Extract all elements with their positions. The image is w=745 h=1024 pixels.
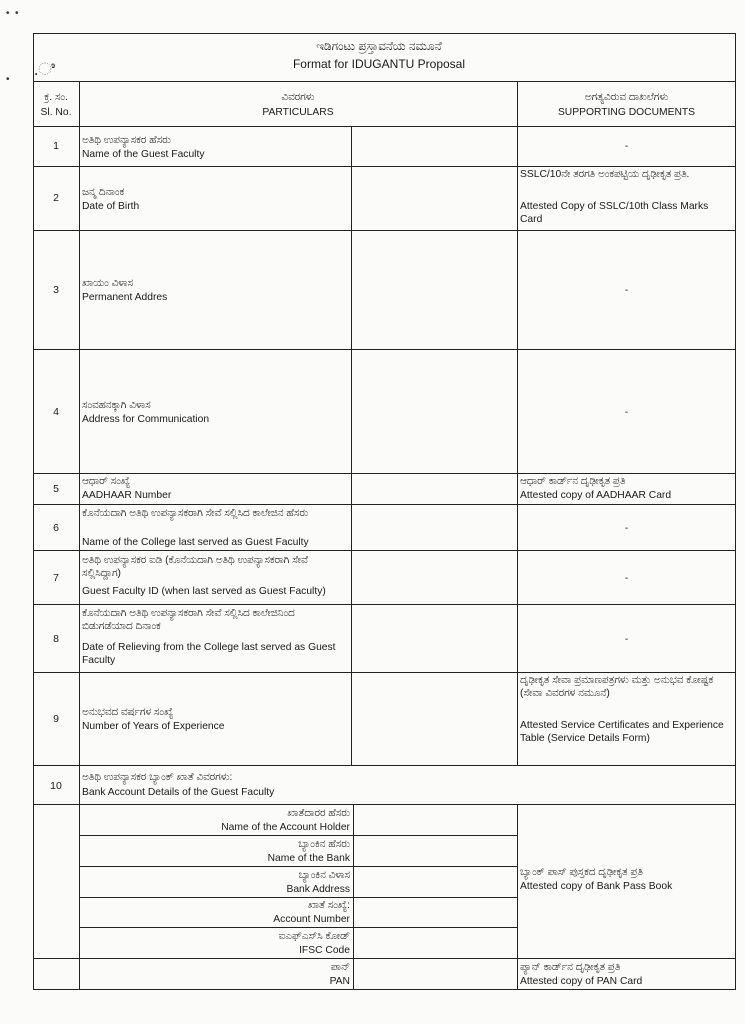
bank-doc-kannada: ಬ್ಯಾಂಕ್ ಪಾಸ್ ಪುಸ್ತಕದ ದೃಢೀಕೃತ ಪ್ರತಿ [520, 867, 643, 878]
bank-doc-english: Attested copy of Bank Pass Book [520, 881, 673, 892]
bank-label-kannada: ಪಾನ್ [330, 962, 350, 973]
row-label-kannada: ಅನುಭವದ ವರ್ಷಗಳ ಸಂಖ್ಯೆ [82, 707, 174, 718]
bank-label-kannada: ಐಎಫ್‌ಎಸ್‌ಸಿ ಕೋಡ್ [278, 931, 350, 942]
row-doc-kannada: SSLC/10ನೇ ತರಗತಿ ಅಂಕಪಟ್ಟಿಯ ದೃಢೀಕೃತ ಪ್ರತಿ. [520, 169, 690, 180]
row-doc-kannada: ದೃಢೀಕೃತ ಸೇವಾ ಪ್ರಮಾಣಪತ್ರಗಳು ಮತ್ತು ಅನುಭವ ಕೋಷ್ಟಕ (ಸೇವಾ ವಿವರಗಳ ನಮೂನೆ) [520, 675, 714, 699]
date-of-birth-field[interactable] [354, 167, 514, 229]
rule [33, 604, 736, 605]
row-number: 2 [53, 192, 59, 204]
header-docs-kannada: ಅಗತ್ಯವಿರುವ ದಾಖಲೆಗಳು [584, 92, 669, 103]
row-label-english: Number of Years of Experience [82, 721, 225, 732]
title-kannada: ಇಡಿಗಂಟು ಪ್ರಸ್ತಾವನೆಯ ನಮೂನೆ [316, 39, 442, 53]
row-label-kannada: ಅತಿಥಿ ಉಪನ್ಯಾಸಕರ ಹೆಸರು [82, 135, 171, 146]
guest-faculty-id-field[interactable] [354, 552, 514, 603]
bank-label-english: Account Number [273, 914, 350, 925]
rule [517, 804, 518, 990]
bank-label-english: Name of the Account Holder [221, 822, 350, 833]
rule [351, 126, 352, 765]
row-label-kannada: ಕೊನೆಯದಾಗಿ ಅತಿಥಿ ಉಪನ್ಯಾಸಕರಾಗಿ ಸೇವೆ ಸಲ್ಲಿಸಿದ ಕಾಲೇಜಿನ ಹೆಸರು [82, 508, 309, 519]
row-label-kannada: ಕೊನೆಯದಾಗಿ ಅತಿಥಿ ಉಪನ್ಯಾಸಕರಾಗಿ ಸೇವೆ ಸಲ್ಲಿಸಿದ ಕಾಲೇಜಿನಿಂದ ಬಿಡುಗಡೆಯಾದ ದಿನಾಂಕ [82, 608, 295, 632]
title-english: Format for IDUGANTU Proposal [292, 57, 466, 71]
pan-field[interactable] [356, 960, 515, 989]
account-holder-field[interactable] [356, 806, 515, 834]
row-doc: - [624, 285, 629, 296]
row-doc: - [624, 634, 629, 645]
rule [33, 349, 736, 350]
row-label-kannada: ಸಂವಹನಕ್ಕಾಗಿ ವಿಳಾಸ [82, 400, 151, 411]
row-number: 5 [53, 483, 59, 495]
row-doc: - [624, 523, 629, 534]
bank-name-field[interactable] [356, 837, 515, 865]
pan-doc-kannada: ಪ್ಯಾನ್ ಕಾರ್ಡ್‌ನ ದೃಢೀಕೃತ ಪ್ರತಿ [520, 962, 621, 973]
header-slno-english: Sl. No. [40, 107, 72, 118]
header-particulars-kannada: ವಿವರಗಳು [281, 92, 315, 103]
row-label-kannada: ಆಧಾರ್ ಸಂಖ್ಯೆ [82, 476, 131, 487]
pan-doc-english: Attested copy of PAN Card [520, 976, 643, 987]
row-label-kannada: ಅತಿಥಿ ಉಪನ್ಯಾಸಕರ ಐಡಿ (ಕೊನೆಯದಾಗಿ ಅತಿಥಿ ಉಪನ್ಯಾಸಕರಾಗಿ ಸೇವೆ ಸಲ್ಲಿಸಿದ್ದಾಗ) [82, 555, 308, 579]
ifsc-code-field[interactable] [356, 929, 515, 957]
scan-dots: • • • [6, 8, 19, 85]
rule [33, 804, 736, 805]
relieving-date-field[interactable] [354, 606, 514, 671]
communication-address-field[interactable] [354, 351, 514, 472]
row-label-english: Guest Faculty ID (when last served as Guest Faculty) [82, 586, 326, 597]
row-label-english: AADHAAR Number [82, 490, 172, 501]
account-number-field[interactable] [356, 898, 515, 926]
row-doc-kannada: ಆಧಾರ್ ಕಾರ್ಡ್‌ನ ದೃಢೀಕೃತ ಪ್ರತಿ [520, 476, 626, 487]
bank-label-kannada: ಖಾತೆ ಸಂಖ್ಯೆ: [307, 900, 350, 911]
row-doc-english: Attested Copy of SSLC/10th Class Marks Card [520, 201, 709, 225]
bank-label-english: IFSC Code [299, 945, 350, 956]
rule [33, 230, 736, 231]
rule [33, 550, 736, 551]
bank-label-english: Name of the Bank [267, 853, 350, 864]
row-label-english: Address for Communication [82, 414, 210, 425]
row-label-english: Permanent Addres [82, 292, 168, 303]
bank-label-kannada: ಖಾತೆದಾರರ ಹೆಸರು [287, 808, 350, 819]
row-doc: - [624, 573, 629, 584]
last-college-field[interactable] [354, 506, 514, 549]
row-label-kannada: ಖಾಯಂ ವಿಳಾಸ [82, 278, 133, 289]
rule [79, 835, 518, 836]
rule [79, 927, 518, 928]
rule [517, 81, 518, 765]
row-number: 6 [53, 522, 59, 534]
rule [33, 765, 736, 766]
row-label-english: Date of Birth [82, 201, 140, 212]
name-of-guest-faculty-field[interactable] [354, 127, 514, 165]
rule [79, 81, 80, 990]
row-label-english: Name of the Guest Faculty [82, 149, 205, 160]
rule [33, 672, 736, 673]
aadhaar-number-field[interactable] [354, 475, 514, 503]
header-slno-kannada: ಕ್ರ. ಸಂ. [44, 92, 68, 103]
row-label-kannada: ಅತಿಥಿ ಉಪನ್ಯಾಸಕರ ಬ್ಯಾಂಕ್ ಖಾತೆ ವಿವರಗಳು: [82, 772, 233, 783]
bank-address-field[interactable] [356, 868, 515, 896]
rule [79, 866, 518, 867]
rule [33, 473, 736, 474]
row-doc: - [624, 141, 629, 152]
header-particulars-english: PARTICULARS [262, 107, 334, 118]
row-label-kannada: ಜನ್ಮ ದಿನಾಂಕ [82, 187, 125, 198]
rule [33, 958, 736, 959]
header-docs-english: SUPPORTING DOCUMENTS [557, 107, 696, 118]
row-number: 3 [53, 284, 59, 296]
row-label-english: Bank Account Details of the Guest Faculty [82, 787, 275, 798]
bank-label-kannada: ಬ್ಯಾಂಕಿನ ವಿಳಾಸ [298, 870, 350, 881]
rule [353, 804, 354, 990]
permanent-address-field[interactable] [354, 232, 514, 348]
row-number: 8 [53, 633, 59, 645]
row-number: 7 [53, 572, 59, 584]
row-number: 10 [50, 780, 62, 792]
page-mark: .ಿ [34, 60, 55, 80]
row-number: 4 [53, 406, 59, 418]
row-doc: - [624, 407, 629, 418]
row-number: 1 [53, 140, 59, 152]
rule [33, 504, 736, 505]
years-of-experience-field[interactable] [354, 674, 514, 764]
bank-label-english: PAN [329, 976, 350, 987]
row-number: 9 [53, 713, 59, 725]
bank-label-english: Bank Address [286, 884, 350, 895]
row-doc-english: Attested copy of AADHAAR Card [520, 490, 672, 501]
row-label-english: Name of the College last served as Guest Faculty [82, 537, 309, 548]
rule [33, 81, 736, 82]
row-doc-english: Attested Service Certificates and Experience Table (Service Details Form) [520, 720, 724, 744]
bank-label-kannada: ಬ್ಯಾಂಕಿನ ಹೆಸರು [298, 839, 350, 850]
row-label-english: Date of Relieving from the College last served as Guest Faculty [82, 642, 336, 666]
